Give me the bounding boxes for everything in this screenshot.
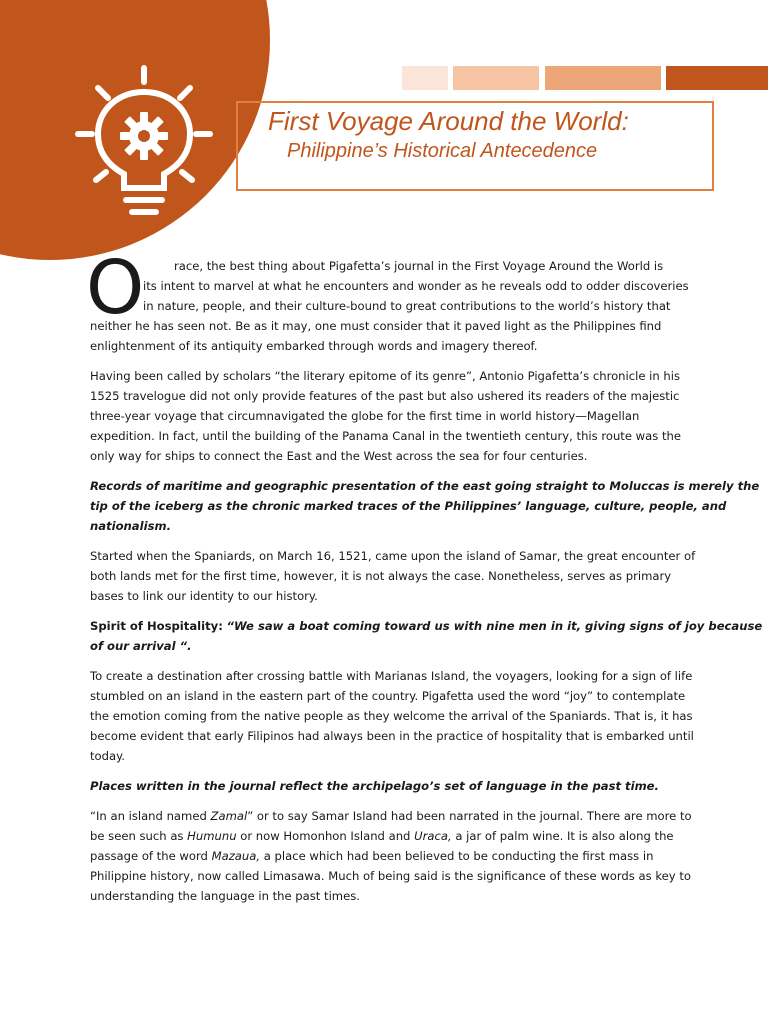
text-span: passage of the word <box>90 849 212 863</box>
paragraph-line: in nature, people, and their culture-bound to great contributions to the world’s history that <box>143 299 671 313</box>
paragraph-line: stumbled on an island in the eastern part of the country. Pigafetta used the word “joy” to contemplate <box>90 689 686 703</box>
header-bar-mid <box>453 66 539 90</box>
paragraph-line: race, the best thing about Pigafetta’s journal in the First Voyage Around the World is <box>174 259 664 273</box>
paragraph-line: the emotion coming from the native people as they welcome the arrival of the Spaniards. That is, it has <box>90 709 693 723</box>
header-bar-light <box>402 66 448 90</box>
paragraph-places-heading <box>90 776 690 796</box>
paragraph-line: bases to link our identity to our history. <box>90 589 318 603</box>
place-name-mazaua: Mazaua, <box>211 849 261 863</box>
paragraph-line: To create a destination after crossing battle with Marianas Island, the voyagers, looking for a sign of life <box>90 669 693 683</box>
paragraph-literary-epitome <box>90 366 690 466</box>
paragraph-place-names <box>90 806 690 906</box>
paragraph-line: expedition. In fact, until the building of the Panama Canal in the twentieth century, this route was the <box>90 429 682 443</box>
text-span: a jar of palm wine. It is also along the <box>451 829 674 843</box>
paragraph-line: Records of maritime and geographic presentation of the east going straight to Moluccas is merely the <box>90 479 760 493</box>
text-span: or now Homonhon Island and <box>236 829 415 843</box>
paragraph-line: Philippine history, now called Limasawa. Much of being said is the significance of these words as key to <box>90 869 691 883</box>
header-bar-accent <box>666 66 768 90</box>
drop-cap: O <box>86 245 145 331</box>
paragraph-line: enlightenment of its antiquity embarked through words and imagery thereof. <box>90 339 538 353</box>
paragraph-line: become evident that early Filipinos had always been in the practice of hospitality that is embarked until <box>90 729 694 743</box>
place-name-humunu: Humunu <box>187 829 237 843</box>
text-span: ” or to say Samar Island had been narrated in the journal. There are more to <box>247 809 692 823</box>
hospitality-quote: “We saw a boat coming toward us with nine men in it, giving signs of joy because <box>226 619 763 633</box>
paragraph-line: nationalism. <box>90 519 171 533</box>
paragraph-line: both lands met for the first time, however, it is not always the case. Nonetheless, serves as primary <box>90 569 672 583</box>
paragraph-line: its intent to marvel at what he encounters and wonder as he reveals odd to odder discoveries <box>143 279 689 293</box>
page-subtitle: Philippine’s Historical Antecedence <box>287 140 598 162</box>
paragraph-line: neither he has seen not. Be as it may, one must consider that it paved light as the Philippines find <box>90 319 662 333</box>
text-span: be seen such as <box>90 829 188 843</box>
place-name-uraca: Uraca, <box>414 829 452 843</box>
page-title: First Voyage Around the World: <box>268 106 629 136</box>
hospitality-label: Spirit of Hospitality: <box>90 619 223 633</box>
text-span: a place which had been believed to be conducting the first mass in <box>260 849 654 863</box>
paragraph-records-emphasis <box>90 476 760 536</box>
paragraph-line: Having been called by scholars “the literary epitome of its genre”, Antonio Pigafetta’s chronicle in his <box>90 369 681 383</box>
header-bar-strong <box>545 66 661 90</box>
place-name-zamal: Zamal <box>210 809 248 823</box>
paragraph-hospitality-quote <box>90 616 763 656</box>
paragraph-destination <box>90 666 694 766</box>
paragraph-line: tip of the iceberg as the chronic marked traces of the Philippines’ language, culture, people, and <box>90 499 727 513</box>
lightbulb-gear-icon <box>68 62 218 222</box>
text-span: “In an island named <box>90 809 211 823</box>
paragraph-line: Places written in the journal reflect the archipelago’s set of language in the past time. <box>90 779 659 793</box>
paragraph-line: only way for ships to connect the East and the West across the sea for four centuries. <box>90 449 588 463</box>
paragraph-line: today. <box>90 749 125 763</box>
paragraph-intro <box>90 256 690 356</box>
paragraph-line: Started when the Spaniards, on March 16, 1521, came upon the island of Samar, the great encounter of <box>90 549 696 563</box>
paragraph-line: 1525 travelogue did not only provide features of the past but also ushered its readers of the majestic <box>90 389 680 403</box>
paragraph-line: understanding the language in the past times. <box>90 889 360 903</box>
hospitality-quote-continued: of our arrival “. <box>90 639 192 653</box>
paragraph-spaniards-arrival <box>90 546 696 606</box>
paragraph-line: three-year voyage that circumnavigated the globe for the first time in world history—Magellan <box>90 409 640 423</box>
